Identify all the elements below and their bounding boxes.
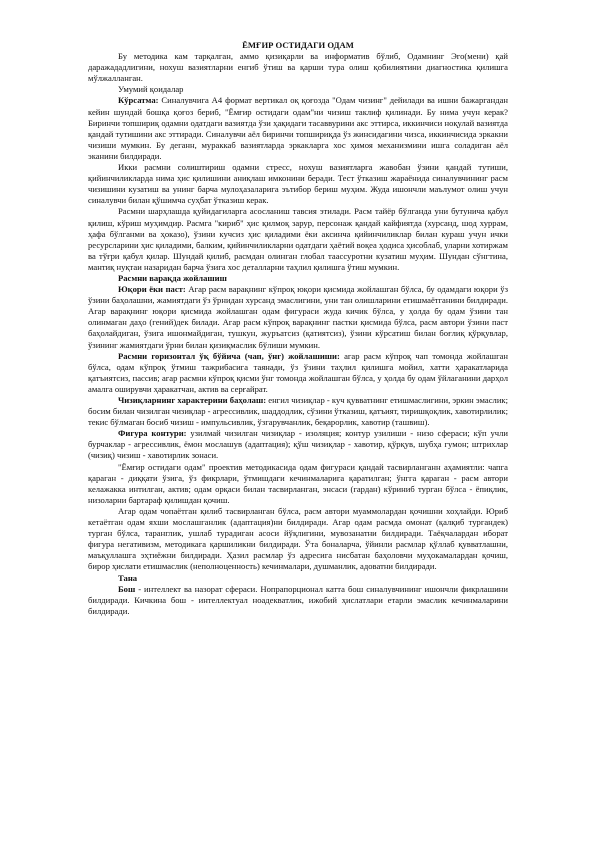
general-rules-heading: Умумий қоидалар <box>118 84 184 95</box>
top-bottom-paragraph <box>88 284 508 351</box>
top-bottom-label: Юқори ёки паст: <box>118 284 186 295</box>
instruction-text: Синалувчига А4 формат вертикал оқ қоғозда "Одам чизинг" дейилади ва ишни бажаргандан кейин шундай бошқа қоғоз бериб, "Ёмғир остидаги одам"ни чизиш таклиф қилинади. Бу нима учун керак? Биринчи топшириқ одамни одатдаги вазиятда ўзи ҳақидаги тасаввурини акс эттирса, иккинчиси ноқулай вазиятда қандай тутишини акс эттиради. Синалувчи аёл биринчи топшириқда ўз жинсидагини чизса, иккинчисида эркакни чизиши мумкин. Бу деганн, мураккаб вазиятларда эркакларга хос ҳимоя механизмини ишга соладиган аёл эканини билдиради. <box>88 95 508 161</box>
horizontal-paragraph <box>88 351 508 395</box>
projective-paragraph: "Ёмғир остидаги одам" проектив методикасида одам фигураси қандай тасвирланганн аҳамиятли: чапга қараган - диққати ўзига, ўз фикрлари, ўтмишдаги кечинмаларига қаратилган; ўнгга қараган - расм автори келажакка интилган, актив; одам орқаси билан тасвирланган, энсаси (гардан) кўриниб турган бўлса - ёпиқлик, низоларни бартараф қилишдан қочиш. <box>88 461 508 505</box>
contours-text: узилмай чизилган чизиқлар - изоляция; контур узилиши - низо сфераси; кўп учли бурчаклар - агрессивлик, ёмон мослашув (адаптация); қўш чизиқлар - хавотир, қўрқув, шубҳа гумон; штрихлар (чизиқ) чизиш - хавотирлик зонаси. <box>88 428 508 461</box>
head-label: Бош <box>118 583 136 594</box>
lines-text: енгил чизиқлар - куч қувватнинг етишмаслигини, эркин эмаслик; босим билан чизилган чизиқлар - агрессивлик, шаддодлик, сўзини ўтказиш, қатъият, тиришқоқлик, хавотирлилик; текис бўлмаган босиб чизиш - импульсивлик, ўзгарувчанлик, беқарорлик, хавотир (ташвиш). <box>88 395 508 428</box>
head-paragraph <box>88 584 508 617</box>
comparison-paragraph: Икки расмни солиштириш одамни стресс, нохуш вазиятларга жавобан ўзини қандай тутиши, қийинчиликларда нима ҳис қилишини аниқлаш имконини беради. Тест ўтказиш жараёнида синалувчининг расм чизишини кузатиш ва унинг барча мулоҳазаларига эътибор бериш муҳим. Жуда ишончли маълумот олиш учун синалувчи билан қўшимча суҳбат ўтказиш керак. <box>88 162 508 206</box>
horizontal-label: Расмни горизонтал ўқ бўйича (чап, ўнг) жойлашиши: <box>118 350 340 361</box>
contours-paragraph <box>88 428 508 461</box>
lines-paragraph <box>88 395 508 428</box>
contours-label: Фигура контури: <box>118 428 187 439</box>
body-heading: Тана <box>118 572 138 583</box>
document-page <box>88 40 508 617</box>
horizontal-text: агар расм кўпроқ чап томонда жойлашган бўлса, одам кўпроқ ўтмиш тажрибасига таянади, ўз ўзини таҳлил қилишга мойил, хатти ҳаракатларида қатъиятсиз, пассив; агар расмни кўпроқ қисми ўнг томонда жойлашган бўлса, у ҳолда бу одам ўйлаганини дарҳол амалга оширувчи ҳаракатчан, актив ва серғайрат. <box>88 350 509 394</box>
instruction-paragraph <box>88 95 508 162</box>
top-bottom-text: Агар расм варақнинг кўпроқ юқори қисмида жойлашган бўлса, бу одамдаги юқори ўз ўзини баҳолашни, жамиятдаги ўз ўрнидан хурсанд эмаслигини, уни тан олишларини етишмаётганини билдиради. Агар варақнинг юқори қисмида жойлашган одам фигураси жуда кичик бўлса, у ҳолда бу одам ўзини тан олинмаган даҳо (гений)дек билади. Агар расм кўпроқ варақнинг пастки қисмида бўлса, расм автори ўзини паст баҳолайдиган, ўзига ишонмайдиган, тушкун, журъатсиз (қатиятсиз), ўзини кўрсатиш билан боғлиқ қўрқувлар, ўзининг жамиятдаги ўрни билан қизиқмаслик бўлиши мумкин. <box>88 284 508 350</box>
document-title: ЁМҒИР ОСТИДАГИ ОДАМ <box>242 40 354 50</box>
interpretation-paragraph: Расмни шарҳлашда қуйидагиларга асосланиш тавсия этилади. Расм тайёр бўлганда уни бутунича қабул қилиш, кўриш муҳимдир. Расмга "кириб" ҳис қилмоқ зарур, персонаж қандай кайфиятда (хурсанд, шод хуррам, ҳафа бўлганми ва ҳоказо), ўзини кучсиз ҳис қиладими ёки аксинча қийинчиликлар билан кураш учун ички ресурсларини ҳис қиладими, балким, қийинчиликларни одатдаги ҳаётий воқеа ҳодиса ҳисоблаб, уларни хотиржам ва тўғри қабул қилар. Шундай қилиб, расмдан олинган глобал таассуротни кузатиш муҳим. Шундан сўнгтина, мантиқ нуқтаи назаридан барча ўзига хос деталларни таҳлил қилишга ўтиш мумкин. <box>88 206 508 272</box>
head-text: - интеллект ва назорат сфераси. Нопрапорционал катта бош синалувчининг ишончли фикрлашини билдиради. Кичкина бош - интеллектуал ноадекватлик, ижобий ҳислатлари етарли эмаслик кечинмаларини билдиради. <box>88 583 508 616</box>
intro-paragraph: Бу методика кам тарқалган, аммо қизиқарли ва информатив бўлиб, Одамнинг Эго(мени) қай даражададлигини, нохуш вазиятларни енгиб ўтиш ва қарши тура олиш қобилиятини диагностика қилишга мўлжалланган. <box>88 51 508 84</box>
layout-section-heading: Расмни варақда жойлашиш <box>118 272 227 283</box>
instruction-label: Кўрсатма: <box>118 95 159 106</box>
figure-pose-paragraph: Агар одам чопаётган қилиб тасвирланган бўлса, расм автори муаммолардан қочишни хоҳлайди. Юриб кетаётган одам яхши мослашганлик (адаптация)ни билдиради. Агар одам расмда омонат (қалқиб тургандек) турган бўлса, таранглик, ушлаб турадиган асоси йўқлигини, мувозанатни билдиради. Таёқчалардан иборат фигура негативизм, методикага қаршиликни билдиради. Ўта боналарча, ўйинли расмлар қўллаб қувватлашни, маъқуллашга эҳтиёжни билдиради. Ҳазил расмлар ўз адресига нисбатан баҳоловчи муҳокамалардан қочиш, бирор ҳислати етишмаслик (неполноценность) кечинмалари, душманлик, адоватни билдиради. <box>88 505 508 572</box>
lines-label: Чизиқларнинг характерини баҳолаш: <box>118 395 267 405</box>
